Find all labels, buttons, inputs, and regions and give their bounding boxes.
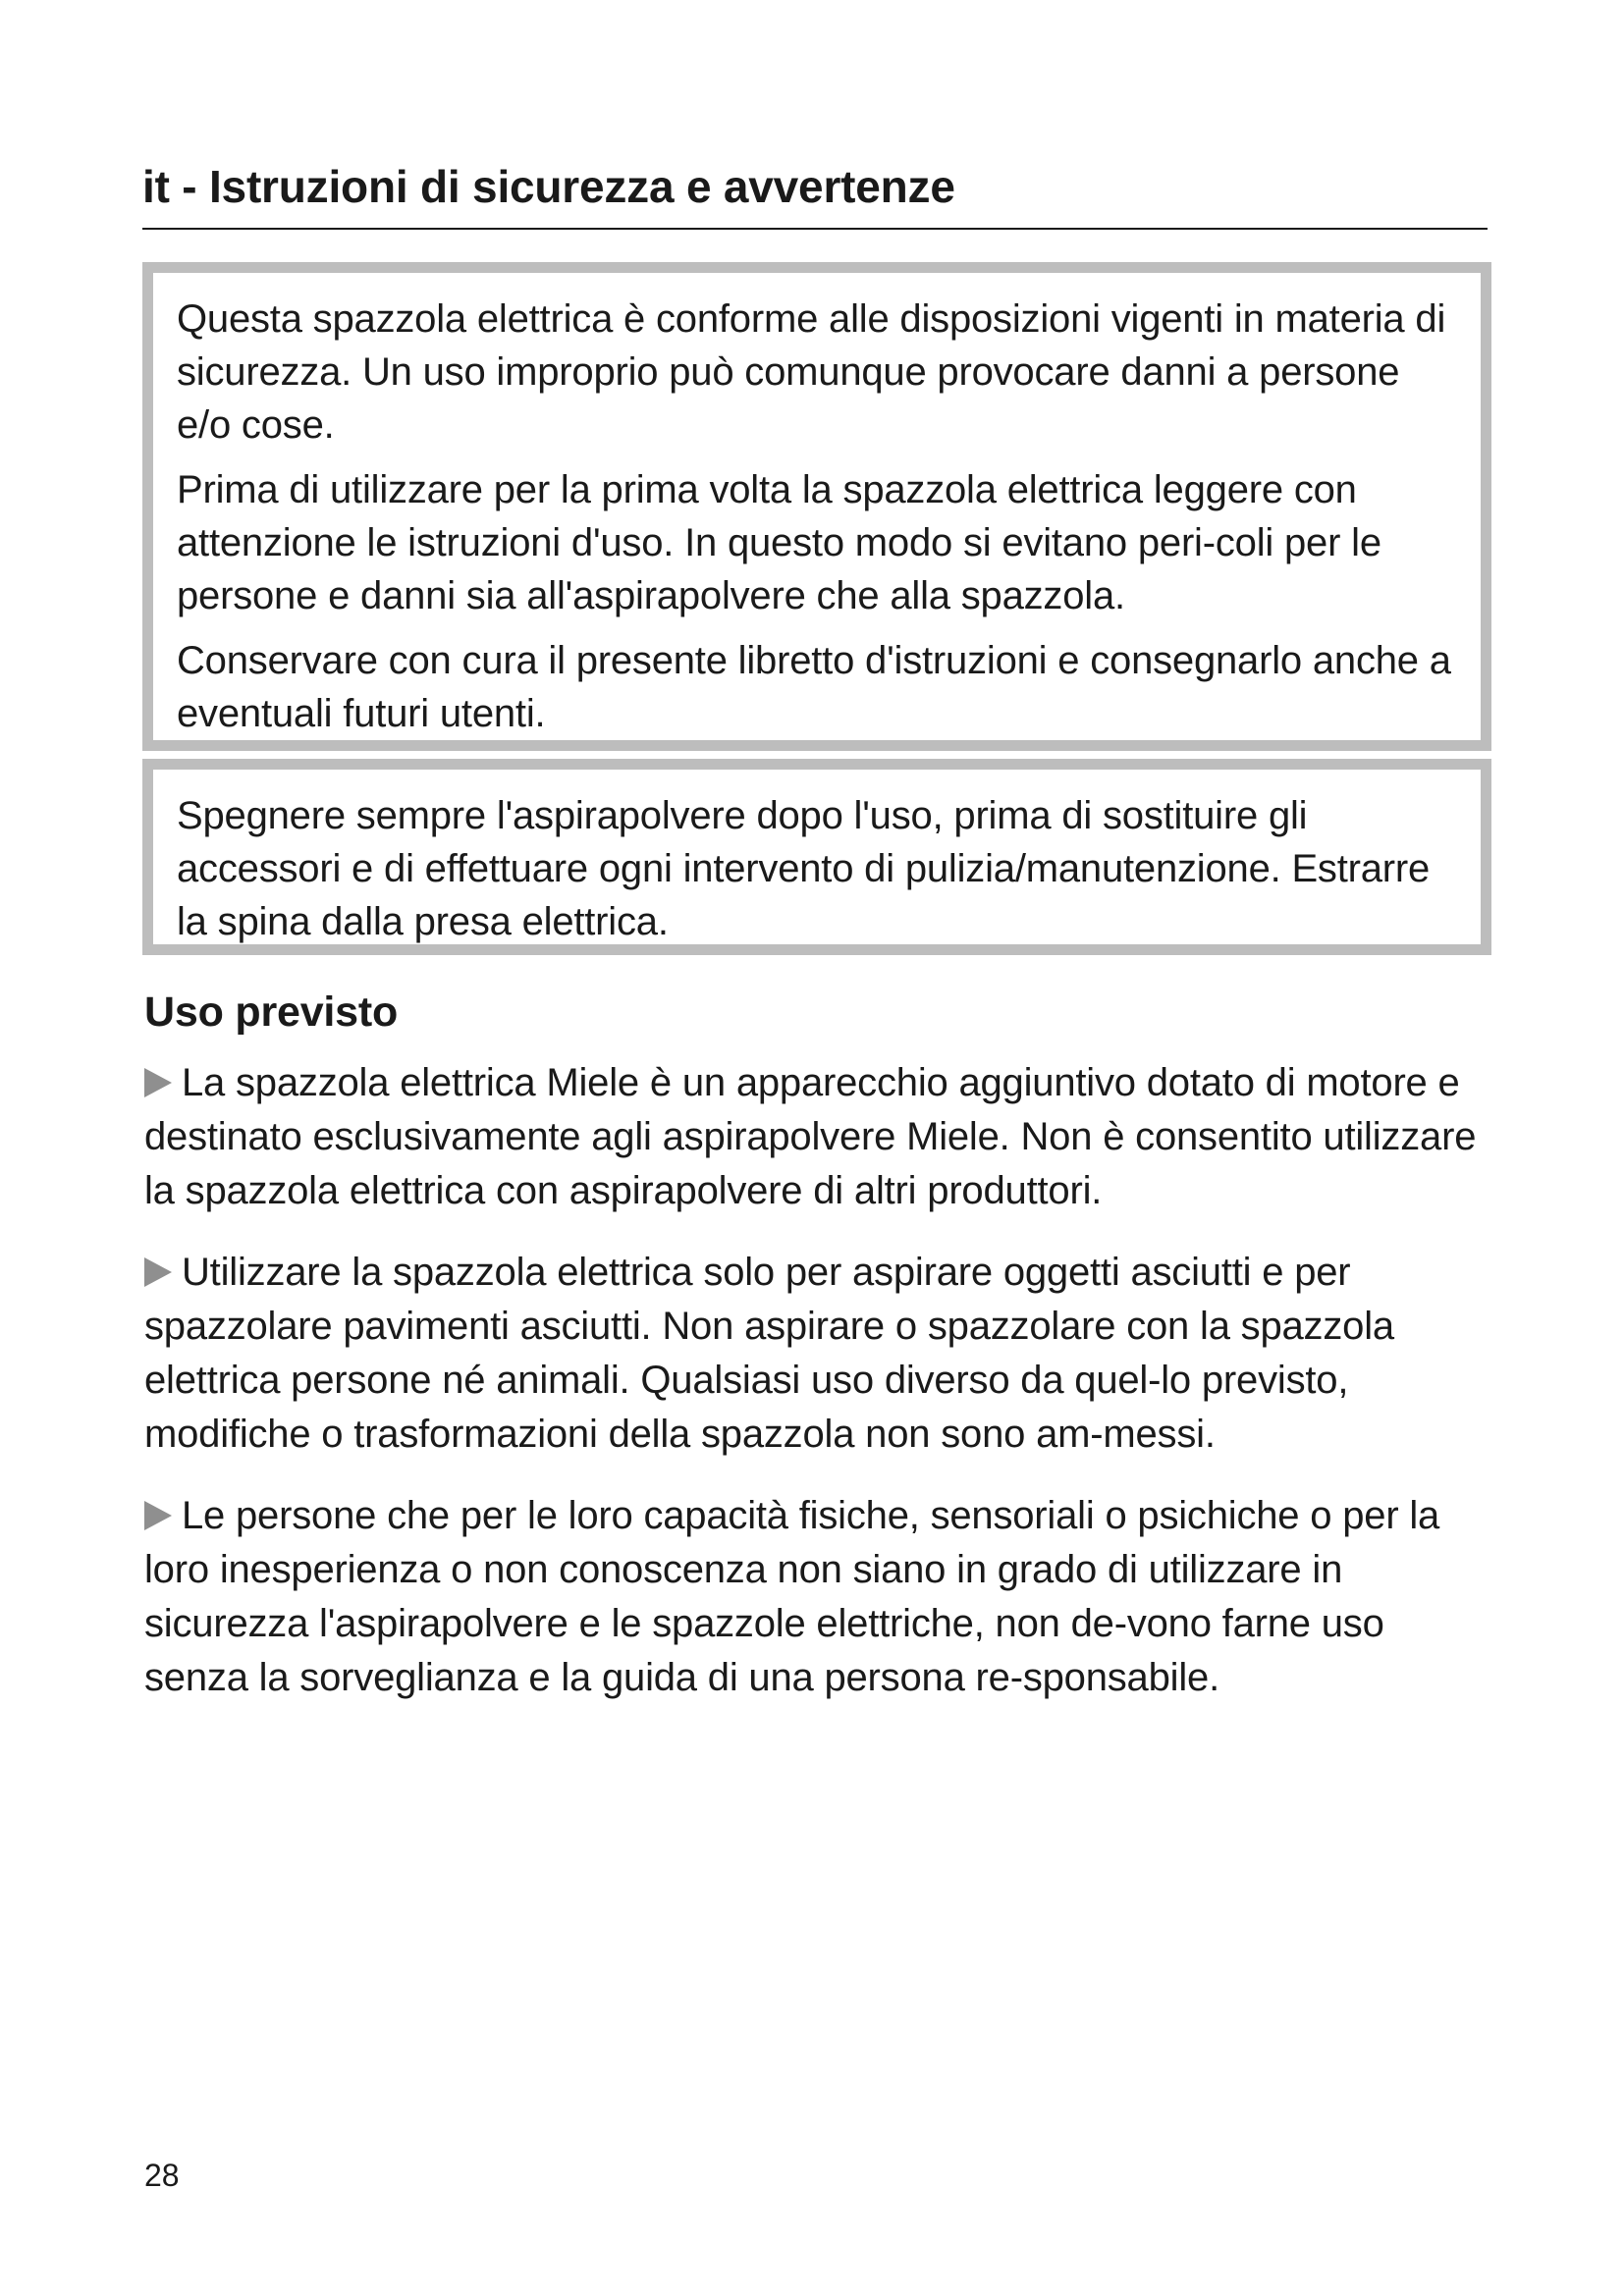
list-item-text: Utilizzare la spazzola elettrica solo per aspirare oggetti asciutti e per spazzolare pavimenti asciutti. Non aspirare o spazzolare con la spazzola elettrica persone né animali. Qualsiasi uso diverso da quel-lo previsto, modifiche o trasformazioni della spazzola non sono am-messi. (144, 1251, 1394, 1456)
switch-off-notice-box (142, 759, 1491, 955)
list-item (144, 1056, 1489, 1218)
list-item (144, 1246, 1489, 1462)
notice-paragraph-switch-off: Spegnere sempre l'aspirapolvere dopo l'uso, prima di sostituire gli accessori e di effettuare ogni intervento di pulizia/manutenzione. Estrarre la spina dalla presa elettrica. (177, 794, 1431, 943)
page-title: it - Istruzioni di sicurezza e avvertenze (142, 161, 955, 212)
triangle-right-icon (144, 1257, 172, 1287)
title-divider (142, 228, 1488, 230)
section-heading-intended-use: Uso previsto (144, 988, 399, 1036)
list-item-text: La spazzola elettrica Miele è un apparecchio aggiuntivo dotato di motore e destinato esclusivamente agli aspirapolvere Miele. Non è consentito utilizzare la spazzola elettrica con aspirapolvere di altri produttori. (144, 1061, 1477, 1212)
notice-paragraph-keep-booklet: Conservare con cura il presente libretto d'istruzioni e consegnarlo anche a eventuali futuri utenti. (177, 639, 1451, 735)
triangle-right-icon (144, 1068, 172, 1097)
list-item (144, 1489, 1489, 1705)
intended-use-list (144, 1056, 1489, 1733)
safety-notice-box (142, 262, 1491, 751)
notice-paragraph-conformity: Questa spazzola elettrica è conforme alle disposizioni vigenti in materia di sicurezza. Un uso improprio può comunque provocare danni a persone e/o cose. (177, 297, 1446, 447)
notice-paragraph-read-instructions: Prima di utilizzare per la prima volta la spazzola elettrica leggere con attenzione le istruzioni d'uso. In questo modo si evitano peri-coli per le persone e danni sia all'aspirapolvere che alla spazzola. (177, 468, 1381, 617)
page-number: 28 (144, 2158, 180, 2193)
triangle-right-icon (144, 1501, 172, 1530)
list-item-text: Le persone che per le loro capacità fisiche, sensoriali o psichiche o per la loro inesperienza o non conoscenza non siano in grado di utilizzare in sicurezza l'aspirapolvere e le spazzole elettriche, non de-vono farne uso senza la sorveglianza e la guida di una persona re-sponsabile. (144, 1494, 1440, 1699)
